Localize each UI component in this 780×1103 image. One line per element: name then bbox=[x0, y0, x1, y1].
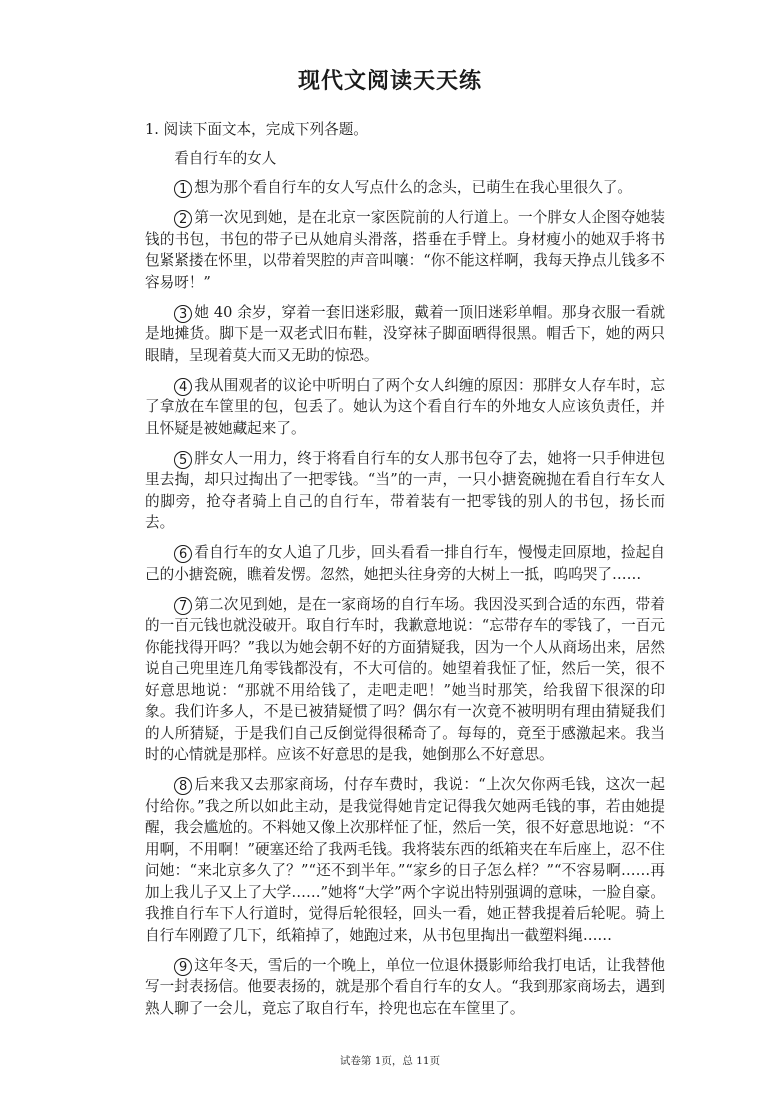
paragraph-number-6: 6 bbox=[174, 545, 192, 563]
article-body bbox=[145, 119, 665, 1028]
paragraph-text-7: 第二次见到她，是在一家商场的自行车场。我因没买到合适的东西，带着的一百元钱也就没破开。取自行车时，我歉意地说：“忘带存车的零钱了，一百元你能找得开吗？”我以为她会朝不好的方面猜疑我，因为一个人从商场出来，居然说自己兜里连几角零钱都没有，不大可信的。她望着我怔了怔，然后一笑，很不好意思地说：“那就不用给钱了，走吧走吧！”她当时那笑，给我留下很深的印象。我们许多人，不是已被猜疑惯了吗？偶尔有一次竟不被明明有理由猜疑我们的人所猜疑，于是我们自己反倒觉得很稀奇了。每每的，竟至于感激起来。我当时的心情就是那样。应该不好意思的是我，她倒那么不好意思。 bbox=[145, 595, 665, 763]
paragraph-text-1: 想为那个看自行车的女人写点什么的念头，已萌生在我心里很久了。 bbox=[194, 179, 633, 196]
paragraph-text-2: 第一次见到她，是在北京一家医院前的人行道上。一个胖女人企图夺她装钱的书包，书包的带子已从她肩头滑落，搭垂在手臂上。身材瘦小的她双手将书包紧紧搂在怀里，以带着哭腔的声音叫嚷：“你不能这样啊，我每天挣点儿钱多不容易呀！” bbox=[145, 209, 665, 291]
page-footer: 试卷第 1页，总 11页 bbox=[339, 1055, 441, 1067]
paragraph-number-4: 4 bbox=[174, 378, 192, 396]
paragraph-1 bbox=[145, 177, 665, 199]
paragraph-text-4: 我从围观者的议论中听明白了两个女人纠缠的原因：那胖女人存车时，忘了拿放在车筐里的包，包丢了。她认为这个看自行车的外地女人应该负责任，并且怀疑是被她藏起来了。 bbox=[145, 376, 665, 437]
paragraph-number-7: 7 bbox=[174, 597, 192, 615]
paragraph-7 bbox=[145, 594, 665, 766]
paragraph-number-2: 2 bbox=[174, 210, 192, 228]
paragraph-text-6: 看自行车的女人追了几步，回头看看一排自行车，慢慢走回原地，捡起自己的小搪瓷碗，瞧着发愣。忽然，她把头往身旁的大树上一抵，呜呜哭了…… bbox=[145, 544, 665, 583]
paragraph-4 bbox=[145, 375, 665, 440]
paragraph-2 bbox=[145, 207, 665, 293]
paragraph-9 bbox=[145, 955, 665, 1020]
page-title: 现代文阅读天天练 bbox=[297, 69, 482, 94]
paragraph-5 bbox=[145, 448, 665, 534]
paragraph-3 bbox=[145, 302, 665, 367]
paragraph-number-8: 8 bbox=[174, 777, 192, 795]
paragraph-text-5: 胖女人一用力，终于将看自行车的女人那书包夺了去，她将一只手伸进包里去掏，却只过掏出了一把零钱。“当”的一声，一只小搪瓷碗抛在看自行车女人的脚旁，抢夺者骑上自己的自行车，带着装有一把零钱的别人的书包，扬长而去。 bbox=[145, 449, 665, 531]
paragraph-text-9: 这年冬天，雪后的一个晚上，单位一位退休摄影师给我打电话，让我替他写一封表扬信。他要表扬的，就是那个看自行车的女人。“我到那家商场去，遇到熟人聊了一会儿，竟忘了取自行车，拎兜也忘在车筐里了。 bbox=[145, 956, 665, 1017]
paragraph-number-5: 5 bbox=[174, 451, 192, 469]
paragraph-6 bbox=[145, 542, 665, 585]
paragraph-number-1: 1 bbox=[174, 180, 192, 198]
article-title: 看自行车的女人 bbox=[174, 149, 277, 167]
paragraph-text-3: 她 40 余岁，穿着一套旧迷彩服，戴着一顶旧迷彩单帽。那身衣服一看就是地摊货。脚下是一双老式旧布鞋，没穿袜子脚面晒得很黑。帽舌下，她的两只眼睛，呈现着莫大而又无助的惊恐。 bbox=[145, 303, 665, 364]
paragraph-number-3: 3 bbox=[174, 305, 192, 323]
question-prompt: 1. 阅读下面文本，完成下列各题。 bbox=[145, 121, 368, 138]
paragraph-number-9: 9 bbox=[174, 958, 192, 976]
paragraph-text-8: 后来我又去那家商场，付存车费时，我说：“上次欠你两毛钱，这次一起付给你。”我之所以如此主动，是我觉得她肯定记得我欠她两毛钱的事，若由她提醒，我会尴尬的。不料她又像上次那样怔了怔，然后一笑，很不好意思地说：“不用啊，不用啊！”硬塞还给了我两毛钱。我将装东西的纸箱夹在车后座上，忍不住问她：“来北京多久了？”“还不到半年。”“家乡的日子怎么样？”“不容易啊……再加上我儿子又上了大学……”她将“大学”两个字说出特别强调的意味，一脸自豪。我推自行车下人行道时，觉得后轮很轻，回头一看，她正替我提着后轮呢。骑上自行车刚蹬了几下，纸箱掉了，她跑过来，从书包里掏出一截塑料绳…… bbox=[145, 776, 665, 944]
paragraph-8 bbox=[145, 774, 665, 946]
